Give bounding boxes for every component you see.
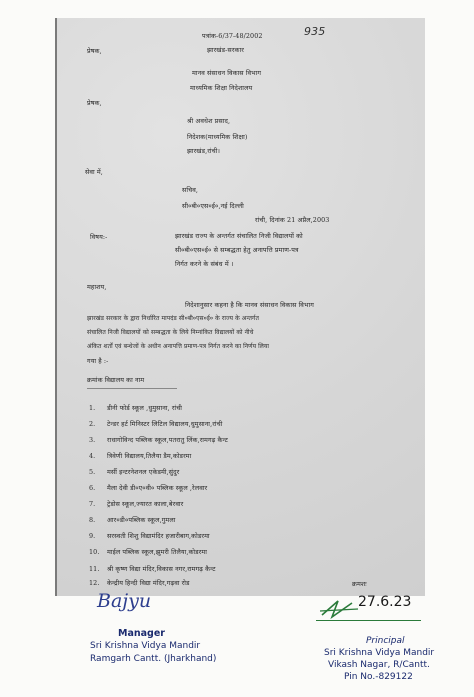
subject-line-2: सी०बी०एस०ई० से सम्बद्धता हेतु अनापत्ति प्रमाण-पत्र	[175, 246, 299, 254]
body-line-1: निदेशानुसार कहना है कि मानव संसाधन विकास विभाग	[185, 301, 314, 309]
list-item: 2. टेन्डर हर्ट मिनिस्टर लिटिल विद्यालय,धुमुसाना,रांची	[89, 420, 223, 428]
officer-title: निदेशक(माध्यमिक शिक्षा)	[187, 133, 248, 141]
list-item: 8. आर०डी०पब्लिक स्कूल,गुमला	[89, 516, 176, 524]
page-continued-mark: क्रमशः	[352, 580, 367, 588]
reference-number: पत्रांक-6/37-48/2002	[202, 32, 263, 40]
letter-date: रांची, दिनांक 21 अप्रैल,2003	[255, 216, 330, 224]
principal-address: Vikash Nagar, R/Cantt.	[328, 660, 430, 670]
officer-place: झारखंड,रांची।	[187, 147, 220, 155]
scanned-letter	[55, 18, 425, 596]
subject-line-3: निर्गत करने के संबंध में ।	[175, 260, 234, 268]
list-item: 11. श्री कृष्ण विद्या मंदिर,विकास नगर,रामगढ़ कैन्ट	[89, 565, 216, 573]
list-item: 5. मर्सी इन्टरनेशनल एकेडमी,सुंदुर	[89, 468, 180, 476]
handwritten-number: 935	[304, 25, 326, 38]
list-item: 3. राधागोविन्द पब्लिक स्कूल,पतरातु लिंक,रामगढ़ कैन्ट	[89, 436, 228, 444]
manager-school: Sri Krishna Vidya Mandir	[90, 641, 201, 651]
principal-pin: Pin No.-829122	[344, 672, 413, 682]
list-item: 12. केन्द्रीय हिन्दी विद्या मंदिर,गढ़वा रोड	[89, 579, 190, 587]
subject-line-1: झारखंड राज्य के अन्तर्गत संचालित निजी विद्यालयों को	[175, 232, 303, 240]
manager-title: Manager	[118, 628, 165, 639]
salutation: महाशय,	[87, 283, 107, 291]
list-item: 10. माईल पब्लिक स्कूल,झुमरी तिलैया,कोडरमा	[89, 548, 207, 556]
subject-label: विषय:-	[90, 233, 108, 241]
body-line-2: झारखंड सरकार के द्वारा निर्धारित मापदंड सी०बी०एस०ई० के राज्य के अन्तर्गत	[87, 315, 259, 322]
list-item: 6. मैला देवी डी०ए०वी० पब्लिक स्कूल ,रेलवार	[89, 484, 208, 492]
sender-label: प्रेषक,	[87, 99, 102, 107]
from-org-2: मानव संसाधन विकास विभाग	[192, 69, 262, 77]
body-line-5: गया है :-	[87, 357, 109, 365]
header-underline	[87, 388, 177, 389]
manager-address: Ramgarh Cantt. (Jharkhand)	[90, 654, 217, 664]
from-org-3: माध्यमिक शिक्षा निदेशालय	[190, 84, 253, 92]
from-label: प्रेषक,	[87, 47, 102, 55]
recipient-place: सी०बी०एस०ई०,नई दिल्ली	[182, 202, 244, 210]
body-line-4: अंकित शर्तों एवं बन्धेजों के अधीन अनापत्ति प्रमाण-पत्र निर्गत करने का निर्णय लिया	[87, 343, 270, 350]
list-item: 7. ट्रेडोस स्कूल,ज्यारत काला,बेरवार	[89, 500, 184, 508]
list-item: 1. डीनी फोर्ड स्कूल ,धुमुसाना, रांची	[89, 404, 183, 412]
principal-title: Principal	[366, 636, 405, 646]
principal-school: Sri Krishna Vidya Mandir	[324, 648, 435, 658]
signature-underline	[316, 620, 421, 621]
principal-signature-mark	[318, 597, 360, 621]
principal-date: 27.6.23	[358, 594, 412, 610]
recipient: सचिव,	[182, 186, 199, 194]
table-header: क्रमांक विद्यालय का नाम	[87, 376, 145, 384]
list-item: 4. त्रिवेणी विद्यालय,तिलैया डैम,कोडरमा	[89, 452, 192, 460]
body-line-3: संचालित निजी विद्यालयों को सम्बद्धता के लिये निम्नांकित विद्यालयों को नीचे	[87, 329, 254, 336]
officer-name: श्री अवधेश प्रसाद,	[187, 117, 231, 125]
manager-signature: Bajyu	[97, 590, 152, 612]
from-org-1: झारखंड-सरकार	[207, 46, 244, 54]
list-item: 9. सरस्वती शिशु विद्यामंदिर हजारीबाग,कोडरमा	[89, 532, 210, 540]
to-label: सेवा में,	[85, 168, 103, 176]
